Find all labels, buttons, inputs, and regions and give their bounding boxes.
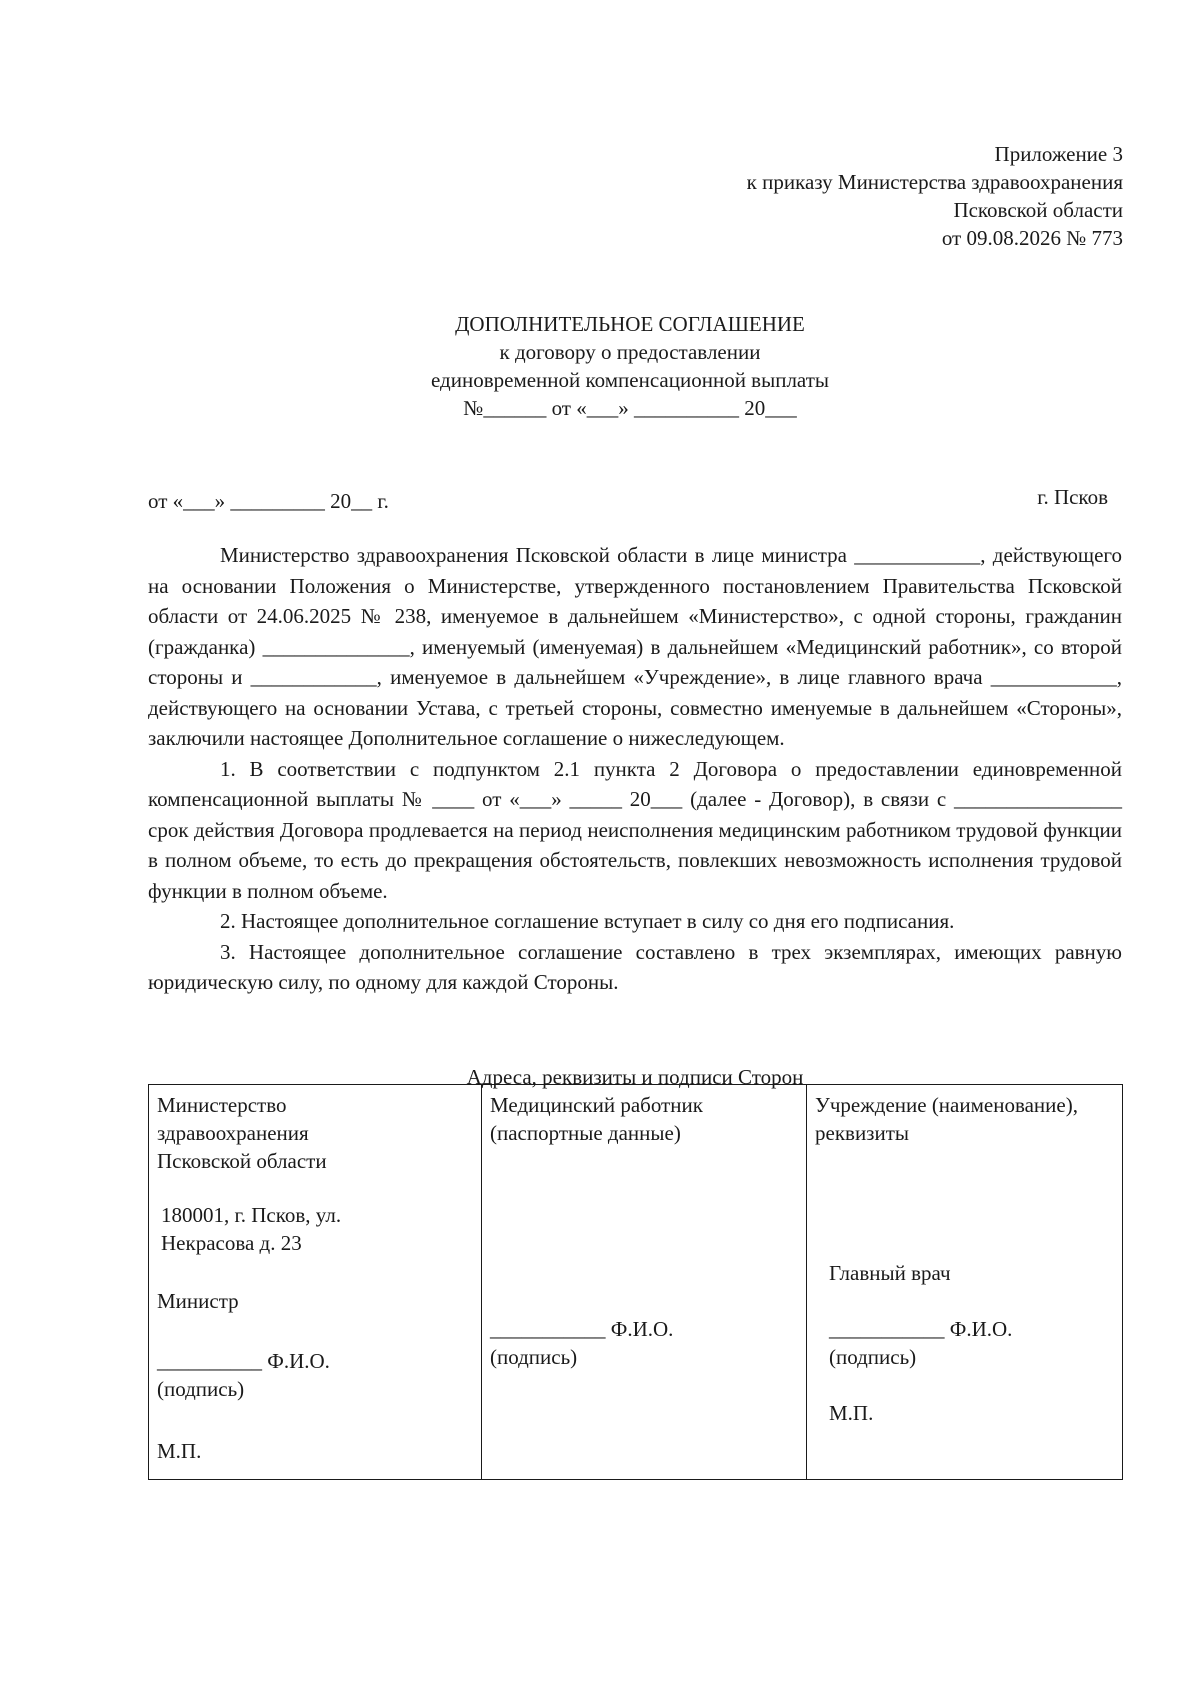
institution-name-1: Учреждение (наименование), [815,1093,1078,1117]
institution-position: Главный врач [829,1261,951,1285]
agreement-date: от «___» _________ 20__ г. [148,489,389,513]
institution-signature-line: ___________ [829,1317,945,1341]
worker-name-1: Медицинский работник [490,1093,703,1117]
worker-fio: Ф.И.О. [610,1317,674,1341]
ministry-stamp: М.П. [157,1439,202,1463]
agreement-city: г. Псков [1037,485,1108,509]
document-title [340,310,920,422]
approval-header [600,140,1123,252]
title-number-date: №______ от «___» __________ 20___ [463,396,797,420]
institution-fio: Ф.И.О. [949,1317,1013,1341]
institution-stamp: М.П. [829,1401,874,1425]
clause-3: 3. Настоящее дополнительное соглашение составлено в трех экземплярах, имеющих равную юридическую силу, по одному для каждой Стороны. [148,939,1122,994]
agreement-body [148,540,1122,998]
worker-cell [482,1085,807,1480]
institution-name-2: реквизиты [815,1121,909,1145]
institution-cell [807,1085,1123,1480]
clause-1: 1. В соответствии с подпунктом 2.1 пункта 2 Договора о предоставлении единовременной компенсационной выплаты № ____ от «___» _____ 20___ (далее - Договор), в связи с ________________ срок действия Договора продлевается на период неисполнения медицинским работником трудовой функции в полном объеме, то есть до прекращения обстоятельств, повлекших невозможность исполнения трудовой функции в полном объеме. [148,756,1122,903]
ministry-address-2: Некрасова д. 23 [161,1231,302,1255]
worker-signature-line: ___________ [490,1317,606,1341]
title-subtitle-1: к договору о предоставлении [499,340,761,364]
ministry-cell [149,1085,482,1480]
ministry-fio: Ф.И.О. [267,1349,330,1373]
clause-2: 2. Настоящее дополнительное соглашение вступает в силу со дня его подписания. [220,909,955,933]
ministry-name-1: Министерство [157,1093,287,1117]
preamble-paragraph: Министерство здравоохранения Псковской области в лице министра ____________, действующего на основании Положения о Министерстве, утвержденного постановлением Правительства Псковской области от 24.06.2025 № 238, именуемое в дальнейшем «Министерство», с одной стороны, гражданин (гражданка) ______________, именуемый (именуемая) в дальнейшем «Медицинский работник», со второй стороны и ____________, именуемое в дальнейшем «Учреждение», в лице главного врача ____________, действующего на основании Устава, с третьей стороны, совместно именуемые в дальнейшем «Стороны», заключили настоящее Дополнительное соглашение о нижеследующем. [148,543,1122,750]
worker-signature-label: (подпись) [490,1345,578,1369]
institution-signature-label: (подпись) [829,1345,917,1369]
approval-line-date: от 09.08.2026 № 773 [941,226,1123,250]
approval-line-appendix: Приложение 3 [994,142,1123,166]
ministry-position: Министр [157,1289,239,1313]
signatures-caption: Адреса, реквизиты и подписи Сторон [466,1065,804,1089]
ministry-signature-line: __________ [157,1349,262,1373]
approval-line-region: Псковской области [953,198,1123,222]
signatures-table [148,1084,1123,1480]
ministry-signature-label: (подпись) [157,1377,245,1401]
ministry-name-2: здравоохранения [157,1121,309,1145]
approval-line-order: к приказу Министерства здравоохранения [746,170,1123,194]
ministry-name-3: Псковской области [157,1149,327,1173]
ministry-address-1: 180001, г. Псков, ул. [161,1203,342,1227]
title-subtitle-2: единовременной компенсационной выплаты [431,368,829,392]
title-main: ДОПОЛНИТЕЛЬНОЕ СОГЛАШЕНИЕ [455,312,805,336]
worker-name-2: (паспортные данные) [490,1121,681,1145]
